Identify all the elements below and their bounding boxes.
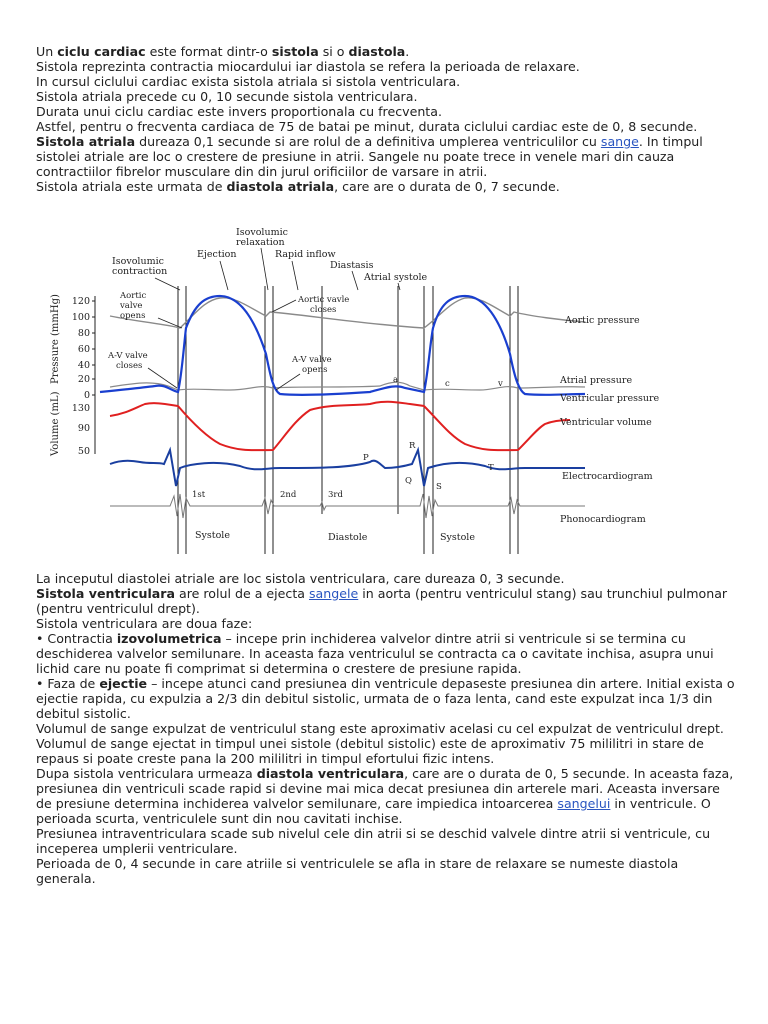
label-isovolumic-contraction-2: contraction bbox=[112, 266, 168, 277]
label-aortic-pressure: Aortic pressure bbox=[565, 315, 640, 326]
label-isovolumic-contraction-1: Isovolumic bbox=[112, 256, 164, 267]
ann-sound-3rd: 3rd bbox=[328, 490, 343, 500]
label-ventricular-pressure: Ventricular pressure bbox=[560, 393, 660, 404]
label-phonocardiogram: Phonocardiogram bbox=[560, 514, 646, 525]
trace-atrial-pressure bbox=[110, 382, 585, 390]
tick-p-120: 120 bbox=[71, 296, 90, 307]
pressure-ticks bbox=[72, 296, 90, 457]
ann-av-opens-1: A-V valve bbox=[292, 355, 332, 365]
ann-ecg-q: Q bbox=[405, 476, 412, 486]
ann-ecg-r: R bbox=[409, 441, 416, 451]
tick-v-90: 90 bbox=[77, 423, 90, 434]
label-isovolumic-relaxation-1: Isovolumic bbox=[236, 227, 288, 238]
label-diastole: Diastole bbox=[328, 532, 368, 543]
trace-ventricular-volume bbox=[110, 402, 570, 451]
intro-line-3: In cursul ciclului cardiac exista sistola atriala si sistola ventriculara. bbox=[36, 74, 461, 89]
intro-line-4: Sistola atriala precede cu 0, 10 secunde sistola ventriculara. bbox=[36, 89, 418, 104]
trace-ecg bbox=[110, 450, 585, 486]
ann-aortic-closes-2: closes bbox=[310, 305, 337, 315]
label-electrocardiogram: Electrocardiogram bbox=[562, 471, 653, 482]
tick-p-20: 20 bbox=[77, 374, 90, 385]
intro-line-5: Durata unui ciclu cardiac este invers proportionala cu frecventa. bbox=[36, 104, 442, 119]
ventricular-intro: La inceputul diastolei atriale are loc sistola ventriculara, care dureaza 0, 3 secunde. bbox=[36, 571, 565, 586]
label-systole-2: Systole bbox=[440, 532, 475, 543]
volume-line-1: Volumul de sange expulzat de ventriculul stang este aproximativ acelasi cu cel expulzat de ventriculul drept. bbox=[36, 721, 724, 736]
ann-wave-v: v bbox=[498, 379, 503, 389]
tick-p-100: 100 bbox=[71, 312, 90, 323]
label-systole-1: Systole bbox=[195, 530, 230, 541]
diastole-paragraph: Dupa sistola ventriculara urmeaza diastola ventriculara, care are o durata de 0, 5 secunde. In aceasta faza, presiunea din ventriculi scade rapid si devine mai mica decat presiunea din arterele mari. Aceasta inversare de presiune determina inchiderea valvelor semilunare, care impiedica intoarcerea sangelui in ventricule. O perioada scurta, ventriculele sunt din nou cavitati inchise. bbox=[36, 766, 734, 826]
link-sangele[interactable]: sangele bbox=[309, 586, 359, 601]
ann-aortic-closes-1: Aortic vavle bbox=[298, 295, 350, 305]
diastole-line-2: Presiunea intraventriculara scade sub nivelul cele din atrii si se deschid valvele dintre atrii si ventricule, cu inceperea umplerii ventriculare. bbox=[36, 826, 711, 856]
event-lines bbox=[178, 286, 518, 554]
link-sangelui[interactable]: sangelui bbox=[557, 796, 611, 811]
ann-av-closes-1: A-V valve bbox=[108, 351, 148, 361]
label-rapid-inflow: Rapid inflow bbox=[275, 249, 336, 260]
ann-av-closes-2: closes bbox=[116, 361, 143, 371]
label-isovolumic-relaxation-2: relaxation bbox=[236, 237, 285, 248]
label-atrial-systole: Atrial systole bbox=[364, 272, 428, 283]
phase-ejection: • Faza de ejectie – incepe atunci cand presiunea din ventricule depaseste presiunea din artere. Initial exista o ejectie rapida, cu expulzia a 2/3 din debitul sistolic, urmata de o faza lenta, cand este expulzat inca 1/3 din debitul sistolic. bbox=[36, 676, 735, 721]
ann-ecg-t: T bbox=[488, 463, 494, 473]
ventricular-phases: Sistola ventriculara are doua faze: bbox=[36, 616, 253, 631]
ann-aortic-opens-2: valve bbox=[120, 301, 143, 311]
ann-ecg-s: S bbox=[436, 482, 442, 492]
tick-p-40: 40 bbox=[77, 360, 90, 371]
tick-v-50: 50 bbox=[77, 446, 90, 457]
ventricular-paragraph: Sistola ventriculara are rolul de a ejecta sangele in aorta (pentru ventriculul stang) sau trunchiul pulmonar (pentru ventriculul drept). bbox=[36, 586, 728, 616]
atrial-follow: Sistola atriala este urmata de diastola atriala, care are o durata de 0, 7 secunde. bbox=[36, 179, 560, 194]
atrial-paragraph: Sistola atriala dureaza 0,1 secunde si are rolul de a definitiva umplerea ventriculilor cu sange. In timpul sistolei atriale are loc o crestere de presiune in atrii. Sangele nu poate trece in venele mari din cauza contractiilor fibrelor musculare din din jurul orificiilor de varsare in atrii. bbox=[36, 134, 703, 179]
ann-av-opens-2: opens bbox=[302, 365, 328, 375]
cardiac-cycle-diagram bbox=[40, 224, 680, 554]
volume-axis-label: Volume (mL) bbox=[50, 391, 61, 456]
volume-line-2: Volumul de sange ejectat in timpul unei sistole (debitul sistolic) este de aproximativ 75 mililitri in stare de repaus si poate creste pana la 200 mililitri in timpul efortului fizic intens. bbox=[36, 736, 704, 766]
intro-line-2: Sistola reprezinta contractia miocardului iar diastola se refera la perioada de relaxare. bbox=[36, 59, 580, 74]
ann-sound-1st: 1st bbox=[192, 490, 206, 500]
ann-ecg-p: P bbox=[363, 453, 369, 463]
ann-wave-a: a bbox=[393, 375, 399, 385]
trace-ventricular-pressure bbox=[100, 296, 585, 395]
link-sange[interactable]: sange bbox=[600, 134, 639, 149]
label-diastasis: Diastasis bbox=[330, 260, 374, 271]
intro-line-1: Un ciclu cardiac este format dintr-o sistola si o diastola. bbox=[36, 44, 410, 59]
intro-line-6: Astfel, pentru o frecventa cardiaca de 75 de batai pe minut, durata ciclului cardiac este de 0, 8 secunde. bbox=[36, 119, 698, 134]
tick-p-0: 0 bbox=[83, 390, 90, 401]
article-top bbox=[36, 44, 736, 194]
tick-p-80: 80 bbox=[77, 328, 90, 339]
trace-phonocardiogram bbox=[110, 494, 585, 518]
pressure-axis-label: Pressure (mmHg) bbox=[50, 294, 61, 384]
label-ventricular-volume: Ventricular volume bbox=[560, 417, 652, 428]
diastole-line-3: Perioada de 0, 4 secunde in care atriile si ventriculele se afla in stare de relaxare se numeste diastola generala. bbox=[36, 856, 679, 886]
ann-aortic-opens-3: opens bbox=[120, 311, 146, 321]
phase-isovolumetric: • Contractia izovolumetrica – incepe prin inchiderea valvelor dintre atrii si ventricule si se termina cu deschiderea valvelor semilunare. In aceasta faza ventriculul se contracta ca o cavitate inchisa, asupra unui lichid care nu poate fi comprimat si determina o crestere de presiune rapida. bbox=[36, 631, 714, 676]
ann-wave-c: c bbox=[445, 379, 450, 389]
ann-aortic-opens-1: Aortic bbox=[120, 291, 147, 301]
tick-p-60: 60 bbox=[77, 344, 90, 355]
tick-v-130: 130 bbox=[71, 403, 90, 414]
ann-sound-2nd: 2nd bbox=[280, 490, 297, 500]
label-ejection: Ejection bbox=[197, 249, 237, 260]
article-bottom bbox=[36, 571, 736, 886]
label-atrial-pressure: Atrial pressure bbox=[560, 375, 633, 386]
